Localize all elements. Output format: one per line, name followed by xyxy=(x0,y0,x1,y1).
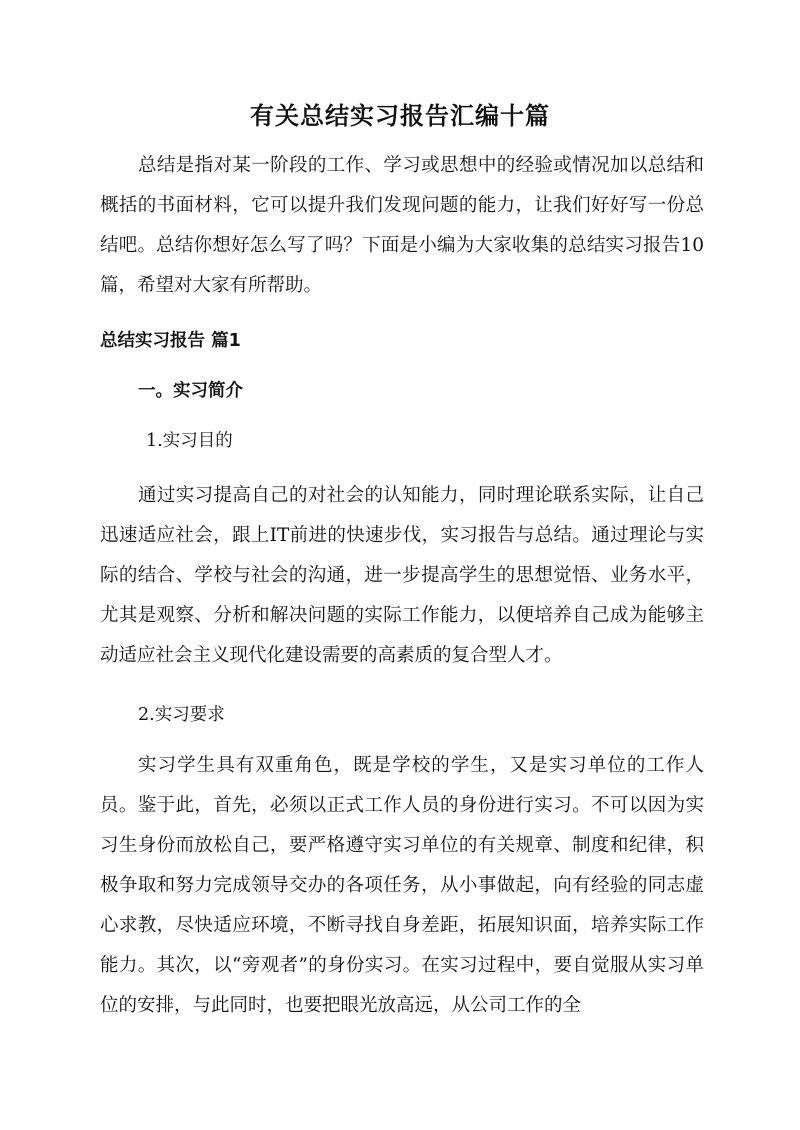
sub2-heading: 2.实习要求 xyxy=(138,705,225,725)
part-heading: 一。实习简介 xyxy=(138,381,243,401)
sub1-heading: 1.实习目的 xyxy=(146,431,233,451)
section-heading: 总结实习报告 篇1 xyxy=(100,331,241,351)
document-title: 有关总结实习报告汇编十篇 xyxy=(250,102,550,130)
intro-paragraph: 总结是指对某一阶段的工作、学习或思想中的经验或情况加以总结和概括的书面材料，它可以提升我们发现问题的能力，让我们好好写一份总结吧。总结你想好怎么写了吗？下面是小编为大家收集的总结实习报告10篇，希望对大家有所帮助。 xyxy=(100,155,704,296)
sub2-paragraph: 实习学生具有双重角色，既是学校的学生，又是实习单位的工作人员。鉴于此，首先，必须以正式工作人员的身份进行实习。不可以因为实习生身份而放松自己，要严格遵守实习单位的有关规章、制度和纪律，积极争取和努力完成领导交办的各项任务，从小事做起，向有经验的同志虚心求教，尽快适应环境，不断寻找自身差距，拓展知识面，培养实际工作能力。其次，以“旁观者”的身份实习。在实习过程中，要自觉服从实习单位的安排，与此同时，也要把眼光放高远，从公司工作的全 xyxy=(100,755,704,1016)
sub1-paragraph: 通过实习提高自己的对社会的认知能力，同时理论联系实际，让自己迅速适应社会，跟上IT前进的快速步伐，实习报告与总结。通过理论与实际的结合、学校与社会的沟通，进一步提高学生的思想觉悟、业务水平，尤其是观察、分析和解决问题的实际工作能力，以便培养自己成为能够主动适应社会主义现代化建设需要的高素质的复合型人才。 xyxy=(100,485,704,666)
